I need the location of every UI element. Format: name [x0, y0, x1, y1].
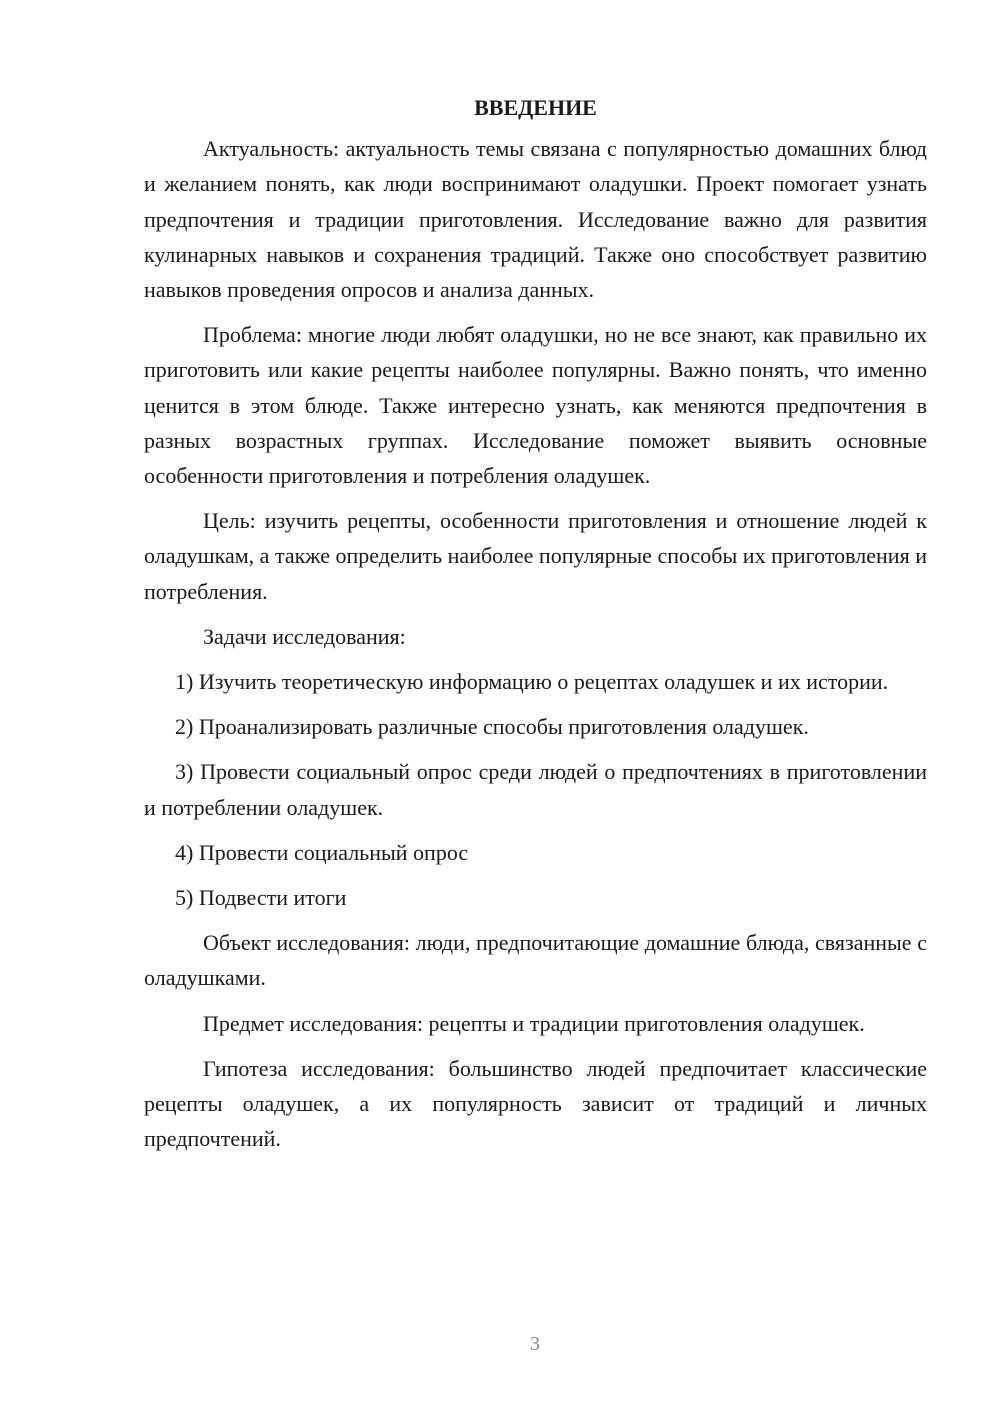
task-item-5: 5) Подвести итоги — [175, 885, 347, 911]
page-title: ВВЕДЕНИЕ — [474, 95, 597, 120]
page-number: 3 — [530, 1333, 540, 1355]
task-item-4: 4) Провести социальный опрос — [175, 839, 469, 865]
task-item-1: 1) Изучить теоретическую информацию о рецептах оладушек и их истории. — [175, 669, 889, 695]
paragraph-object: Объект исследования: люди, предпочитающие домашние блюда, связанные с оладушками. — [144, 930, 927, 991]
paragraph-subject: Предмет исследования: рецепты и традиции приготовления оладушек. — [203, 1010, 865, 1036]
paragraph-goal: Цель: изучить рецепты, особенности приготовления и отношение людей к оладушкам, а также определить наиболее популярные способы их приготовления и потребления. — [144, 508, 927, 604]
paragraph-problem: Проблема: многие люди любят оладушки, но не все знают, как правильно их приготовить или какие рецепты наиболее популярны. Важно понять, что именно ценится в этом блюде. Также интересно узнать, как меняются предпочтения в разных возрастных группах. Исследование поможет выявить основные особенности приготовления и потребления оладушек. — [144, 322, 927, 489]
paragraph-relevance: Актуальность: актуальность темы связана с популярностью домашних блюд и желанием понять, как люди воспринимают оладушки. Проект помогает узнать предпочтения и традиции приготовления. Исследование важно для развития кулинарных навыков и сохранения традиций. Также оно способствует развитию навыков проведения опросов и анализа данных. — [144, 136, 927, 303]
task-item-2: 2) Проанализировать различные способы приготовления оладушек. — [175, 714, 809, 740]
task-item-3: 3) Провести социальный опрос среди людей о предпочтениях в приготовлении и потреблении оладушек. — [144, 759, 927, 820]
paragraph-tasks-heading: Задачи исследования: — [203, 623, 406, 649]
page-content — [144, 90, 927, 1166]
paragraph-hypothesis: Гипотеза исследования: большинство людей предпочитает классические рецепты оладушек, а их популярность зависит от традиций и личных предпочтений. — [144, 1055, 927, 1152]
